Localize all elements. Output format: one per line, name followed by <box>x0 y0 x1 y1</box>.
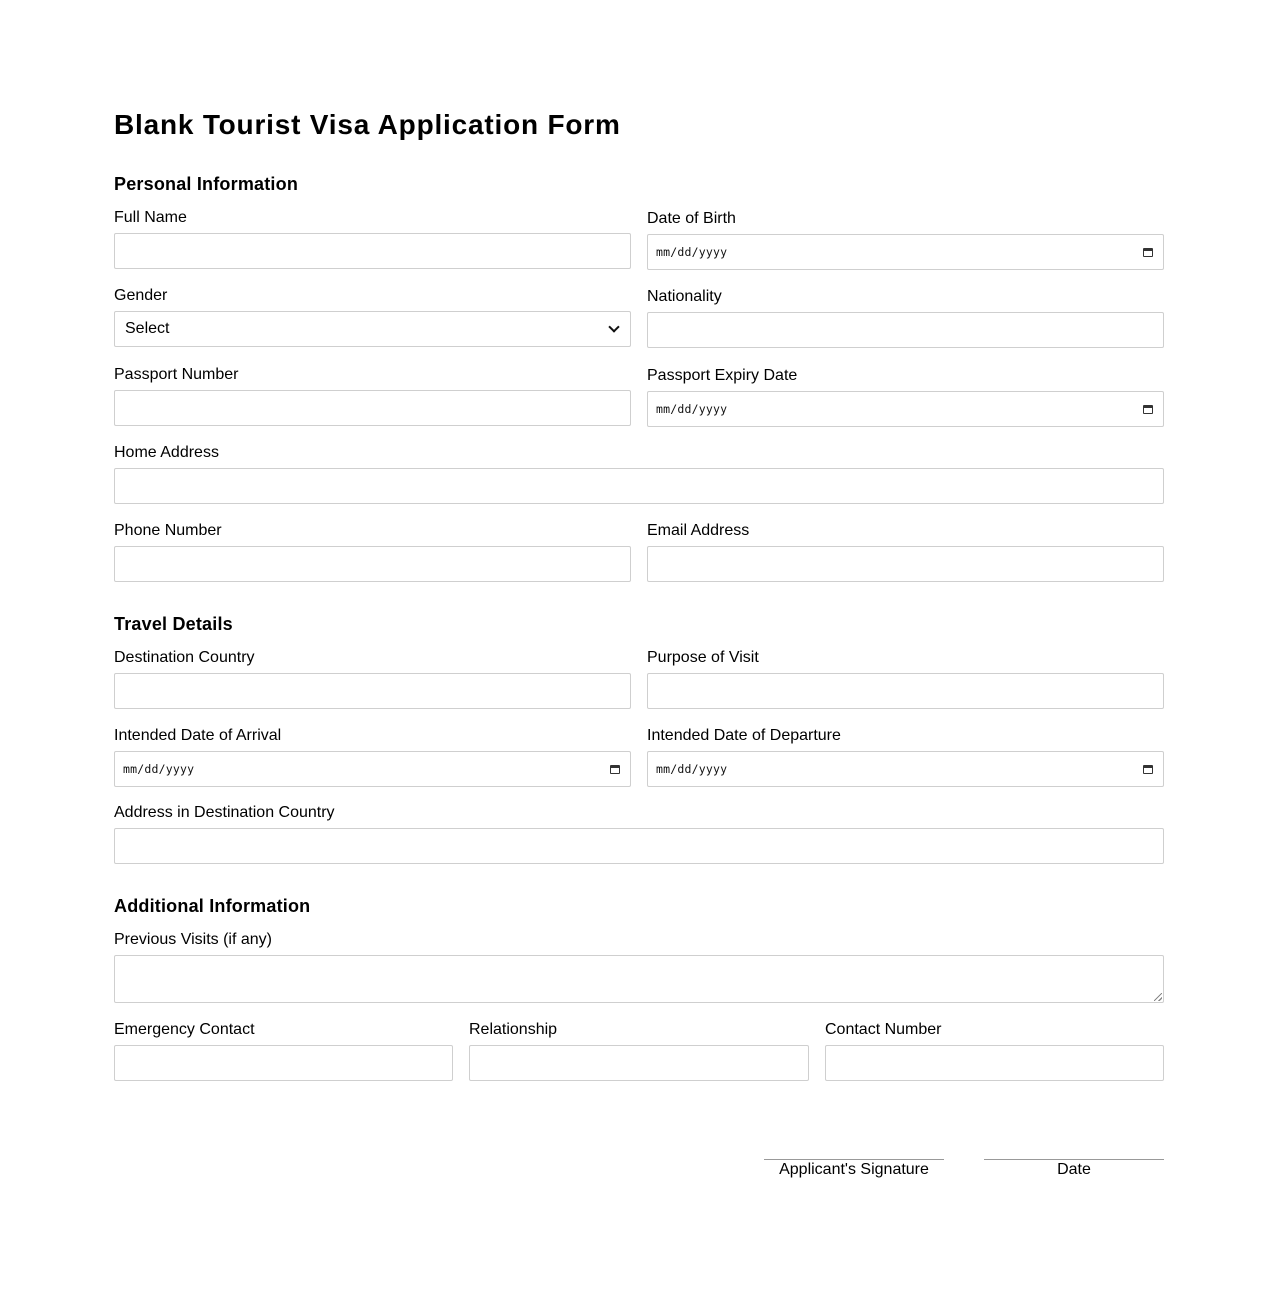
destination-country-field <box>114 649 631 709</box>
contact-number-label: Contact Number <box>825 1021 942 1038</box>
arrival-date-field <box>114 727 631 787</box>
arrival-date-input[interactable] <box>114 751 631 787</box>
purpose-of-visit-label: Purpose of Visit <box>647 649 759 666</box>
calendar-icon[interactable] <box>610 765 620 774</box>
applicant-signature-line <box>764 1159 944 1179</box>
date-placeholder: mm/dd/yyyy <box>656 762 728 776</box>
email-address-label: Email Address <box>647 522 750 539</box>
departure-date-field <box>647 727 1164 787</box>
emergency-contact-label: Emergency Contact <box>114 1021 255 1038</box>
section-heading-additional: Additional Information <box>114 896 311 916</box>
calendar-icon[interactable] <box>1143 405 1153 414</box>
gender-select[interactable] <box>114 311 631 347</box>
emergency-contact-field <box>114 1021 453 1081</box>
destination-country-input[interactable] <box>114 673 631 709</box>
home-address-label: Home Address <box>114 444 219 461</box>
home-address-input[interactable] <box>114 468 1164 504</box>
page-title: Blank Tourist Visa Application Form <box>114 109 621 140</box>
destination-address-input[interactable] <box>114 828 1164 864</box>
phone-number-label: Phone Number <box>114 522 222 539</box>
section-heading-travel: Travel Details <box>114 614 233 634</box>
section-heading-personal: Personal Information <box>114 174 299 194</box>
relationship-label: Relationship <box>469 1021 558 1038</box>
contact-number-input[interactable] <box>825 1045 1164 1081</box>
gender-selected-value: Select <box>125 320 170 337</box>
date-of-birth-field <box>647 210 1164 270</box>
destination-address-label: Address in Destination Country <box>114 804 335 821</box>
passport-number-label: Passport Number <box>114 366 239 383</box>
gender-label: Gender <box>114 287 168 304</box>
purpose-of-visit-field <box>647 649 1164 709</box>
previous-visits-textarea[interactable] <box>114 955 1164 1003</box>
calendar-icon[interactable] <box>1143 248 1153 257</box>
gender-field <box>114 287 631 347</box>
passport-number-field <box>114 366 631 426</box>
applicant-signature-label: Applicant's Signature <box>779 1161 929 1178</box>
signature-date-line <box>984 1159 1164 1179</box>
arrival-date-label: Intended Date of Arrival <box>114 727 282 744</box>
passport-expiry-label: Passport Expiry Date <box>647 367 798 384</box>
departure-date-input[interactable] <box>647 751 1164 787</box>
emergency-contact-input[interactable] <box>114 1045 453 1081</box>
relationship-input[interactable] <box>469 1045 809 1081</box>
destination-address-field <box>114 804 1164 864</box>
chevron-down-icon <box>608 321 619 332</box>
full-name-input[interactable] <box>114 233 631 269</box>
home-address-field <box>114 444 1164 504</box>
purpose-of-visit-input[interactable] <box>647 673 1164 709</box>
departure-date-label: Intended Date of Departure <box>647 727 841 744</box>
calendar-icon[interactable] <box>1143 765 1153 774</box>
date-of-birth-input[interactable] <box>647 234 1164 270</box>
passport-expiry-field <box>647 367 1164 427</box>
email-address-input[interactable] <box>647 546 1164 582</box>
contact-number-field <box>825 1021 1164 1081</box>
passport-expiry-input[interactable] <box>647 391 1164 427</box>
relationship-field <box>469 1021 809 1081</box>
phone-number-input[interactable] <box>114 546 631 582</box>
resize-handle-icon[interactable] <box>1154 993 1162 1001</box>
passport-number-input[interactable] <box>114 390 631 426</box>
date-placeholder: mm/dd/yyyy <box>123 762 195 776</box>
full-name-field <box>114 209 631 269</box>
signature-date-label: Date <box>1057 1161 1091 1178</box>
date-placeholder: mm/dd/yyyy <box>656 245 728 259</box>
previous-visits-label: Previous Visits (if any) <box>114 931 272 948</box>
date-of-birth-label: Date of Birth <box>647 210 736 227</box>
phone-number-field <box>114 522 631 582</box>
full-name-label: Full Name <box>114 209 187 226</box>
nationality-field <box>647 288 1164 348</box>
date-placeholder: mm/dd/yyyy <box>656 402 728 416</box>
nationality-input[interactable] <box>647 312 1164 348</box>
email-address-field <box>647 522 1164 582</box>
nationality-label: Nationality <box>647 288 722 305</box>
previous-visits-field <box>114 931 1164 1003</box>
destination-country-label: Destination Country <box>114 649 255 666</box>
